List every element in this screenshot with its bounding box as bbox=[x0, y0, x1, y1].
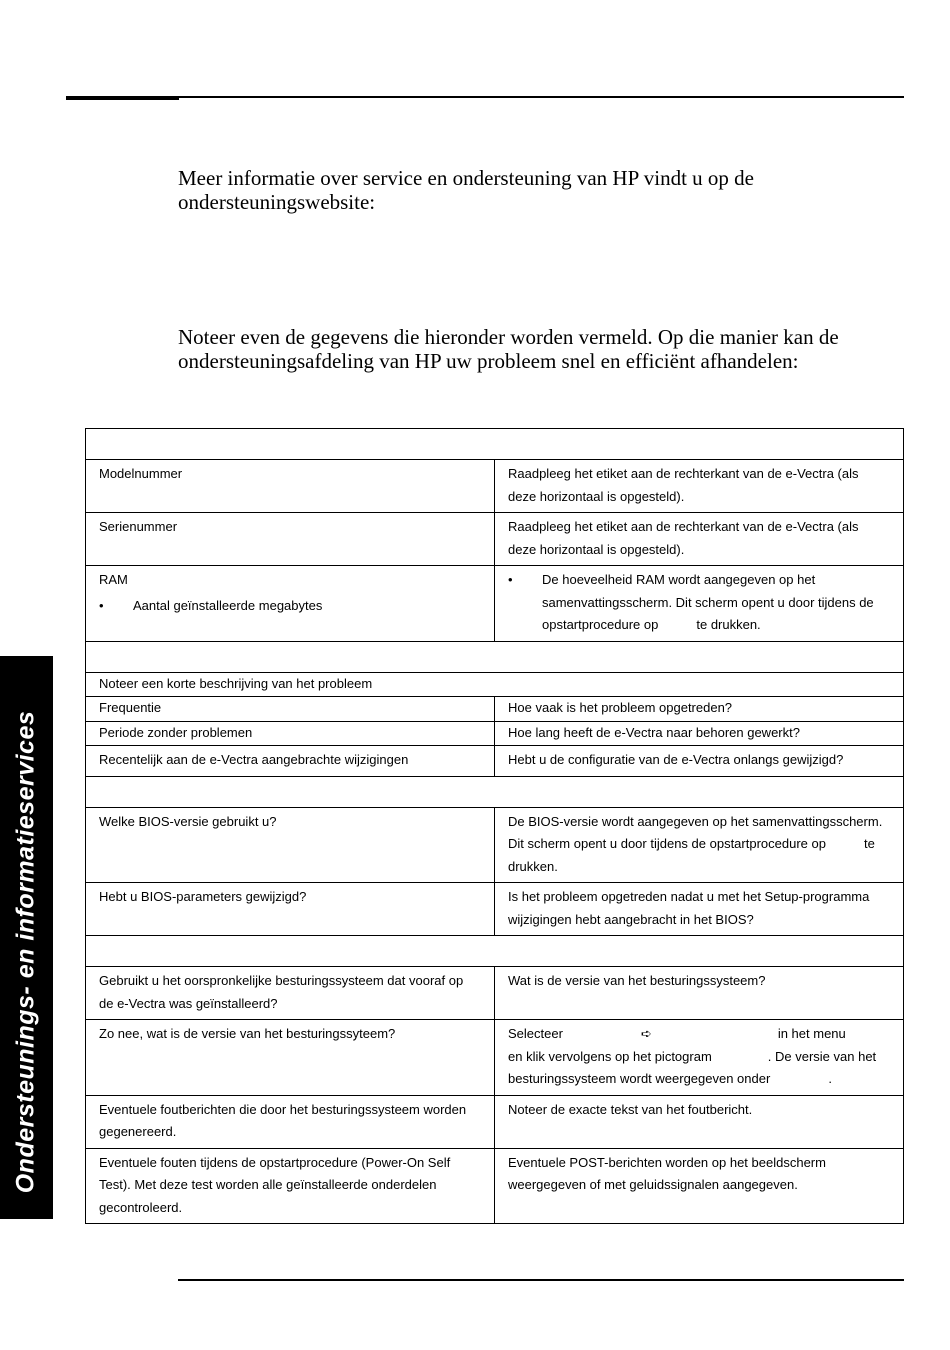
table-row-bios-params bbox=[86, 883, 904, 936]
table-row-serial bbox=[86, 513, 904, 566]
intro-paragraph-1: Meer informatie over service en ondersteuning van HP vindt u op de ondersteuningswebsite: bbox=[178, 166, 754, 214]
bios-version-info-a: De BIOS-versie wordt aangegeven op het samenvattingsscherm. Dit scherm opent u door tijdens de opstartprocedure op bbox=[508, 813, 883, 851]
ram-label: RAM bbox=[99, 572, 128, 587]
frequency-info: Hoe vaak is het probleem opgetreden? bbox=[495, 697, 904, 722]
table-row-os-errors bbox=[86, 1095, 904, 1148]
section-header-row bbox=[86, 776, 904, 807]
bullet-icon: • bbox=[99, 597, 104, 613]
section-header-row bbox=[86, 429, 904, 460]
support-info-table bbox=[85, 428, 904, 1224]
ram-cell bbox=[86, 566, 495, 642]
changes-info: Hebt u de configuratie van de e-Vectra onlangs gewijzigd? bbox=[495, 746, 904, 777]
ram-info-cell bbox=[495, 566, 904, 642]
ram-info-text-b: te drukken. bbox=[696, 617, 761, 632]
post-errors-label: Eventuele fouten tijdens de opstartprocedure (Power-On Self Test). Met deze test worden alle geïnstalleerde onderdelen gecontroleerd. bbox=[86, 1148, 495, 1224]
os-version-info-e: . bbox=[828, 1071, 832, 1086]
table-row-frequency bbox=[86, 697, 904, 722]
os-version-info-a: Selecteer bbox=[508, 1026, 563, 1041]
bullet-icon: • bbox=[508, 572, 513, 587]
table-row-bios-version bbox=[86, 807, 904, 883]
section-header-row bbox=[86, 936, 904, 967]
ram-info-item bbox=[508, 569, 890, 637]
table-row-changes bbox=[86, 746, 904, 777]
description-label: Noteer een korte beschrijving van het probleem bbox=[86, 672, 904, 697]
serial-label: Serienummer bbox=[86, 513, 495, 566]
table-row-post-errors bbox=[86, 1148, 904, 1224]
ram-info-text-a: De hoeveelheid RAM wordt aangegeven op het samenvattingsscherm. Dit scherm opent u door tijdens de opstartprocedure op bbox=[542, 572, 874, 632]
serial-info: Raadpleeg het etiket aan de rechterkant van de e-Vectra (als deze horizontaal is opgesteld). bbox=[495, 513, 904, 566]
ram-bullet-text: Aantal geïnstalleerde megabytes bbox=[133, 597, 323, 613]
bios-version-info bbox=[495, 807, 904, 883]
intro-paragraph-2: Noteer even de gegevens die hieronder worden vermeld. Op die manier kan de ondersteuningsafdeling van HP uw probleem snel en efficiënt afhandelen: bbox=[178, 325, 839, 373]
bios-params-label: Hebt u BIOS-parameters gewijzigd? bbox=[86, 883, 495, 936]
table-row-period bbox=[86, 721, 904, 746]
header-rule bbox=[178, 96, 904, 98]
os-version-info-d: . De versie van het besturingssysteem wordt weergegeven onder bbox=[508, 1048, 877, 1086]
period-info: Hoe lang heeft de e-Vectra naar behoren gewerkt? bbox=[495, 721, 904, 746]
changes-label: Recentelijk aan de e-Vectra aangebrachte wijzigingen bbox=[86, 746, 495, 777]
ram-bullet-item bbox=[99, 595, 481, 618]
os-errors-label: Eventuele foutberichten die door het besturingssysteem worden gegenereerd. bbox=[86, 1095, 495, 1148]
section-header-row bbox=[86, 641, 904, 672]
table-row-model bbox=[86, 460, 904, 513]
table-row-os-version bbox=[86, 1020, 904, 1096]
os-version-info-b: in het menu bbox=[777, 1026, 846, 1041]
os-version-info bbox=[495, 1020, 904, 1096]
side-section-label: Ondersteunings- en informatieservices bbox=[11, 710, 40, 1194]
os-version-label: Zo nee, wat is de versie van het besturingssyteem? bbox=[86, 1020, 495, 1096]
os-version-info-c: en klik vervolgens op het pictogram bbox=[508, 1048, 712, 1064]
bios-version-info-b: te drukken. bbox=[508, 836, 875, 874]
post-errors-info: Eventuele POST-berichten worden op het beeldscherm weergegeven of met geluidssignalen aangegeven. bbox=[495, 1148, 904, 1224]
os-errors-info: Noteer de exacte tekst van het foutbericht. bbox=[495, 1095, 904, 1148]
model-info: Raadpleeg het etiket aan de rechterkant van de e-Vectra (als deze horizontaal is opgesteld). bbox=[495, 460, 904, 513]
bios-params-info: Is het probleem opgetreden nadat u met het Setup-programma wijzigingen hebt aangebracht in het BIOS? bbox=[495, 883, 904, 936]
arrow-icon: ➪ bbox=[640, 1026, 652, 1041]
ram-info-text bbox=[542, 569, 890, 637]
model-label: Modelnummer bbox=[86, 460, 495, 513]
frequency-label: Frequentie bbox=[86, 697, 495, 722]
header-rule-thick bbox=[66, 96, 179, 100]
table-row-ram bbox=[86, 566, 904, 642]
table-row-os-original bbox=[86, 967, 904, 1020]
period-label: Periode zonder problemen bbox=[86, 721, 495, 746]
table-row-description bbox=[86, 672, 904, 697]
os-original-info: Wat is de versie van het besturingssysteem? bbox=[495, 967, 904, 1020]
bios-version-label: Welke BIOS-versie gebruikt u? bbox=[86, 807, 495, 883]
os-original-label: Gebruikt u het oorspronkelijke besturingssysteem dat vooraf op de e-Vectra was geïnstalleerd? bbox=[86, 967, 495, 1020]
footer-rule bbox=[178, 1279, 904, 1281]
